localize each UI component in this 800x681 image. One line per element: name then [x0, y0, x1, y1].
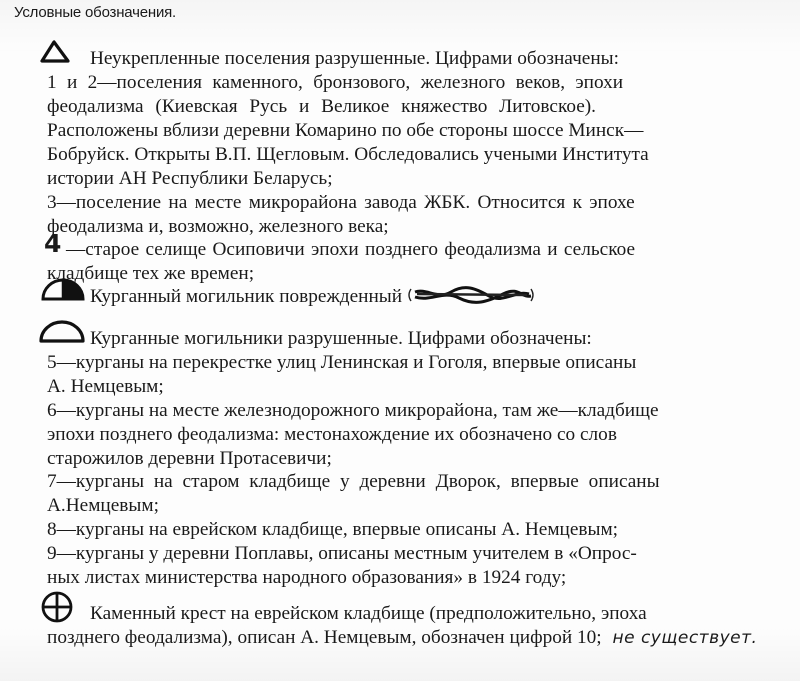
section-3-title: Курганные могильники разрушенные. Цифрами обозначены: [90, 328, 592, 349]
section-4-line-text: позднего феодализма), описан А. Немцевым, обозначен цифрой 10; [47, 627, 602, 648]
section-2-title [90, 285, 537, 309]
section-3-line: ных листах министерства народного образования» в 1924 году; [47, 567, 567, 588]
triangle-symbol-icon [38, 40, 72, 64]
section-1-line: Расположены вблизи деревни Комарино по обе стороны шоссе Минск— [47, 120, 644, 141]
section-1-line: истории АН Республики Беларусь; [47, 168, 333, 189]
section-4-line [47, 626, 757, 650]
section-3-line: 6—курганы на месте железнодорожного микрорайона, там же—кладбище [47, 400, 659, 421]
section-3-line: А. Немцевым; [47, 376, 164, 397]
section-2-title-text: Курганный могильник поврежденный [90, 286, 403, 307]
section-4-title: Каменный крест на еврейском кладбище (предположительно, эпоха [90, 603, 647, 624]
redacted-scribble-icon [407, 286, 537, 304]
document-header: Условные обозначения. [14, 4, 177, 21]
section-1-line: 3—поселение на месте микрорайона завода ЖБК. Относится к эпохе [47, 192, 635, 213]
section-3-line: старожилов деревни Протасевичи; [47, 448, 332, 469]
section-1-line: 1 и 2—поселения каменного, бронзового, железного веков, эпохи [47, 72, 624, 93]
section-3-line: 9—курганы у деревни Поплавы, описаны местным учителем в «Опрос- [47, 543, 637, 564]
section-1-line: Бобруйск. Открыты В.П. Щегловым. Обследовались учеными Института [47, 144, 649, 165]
section-3-line: 5—курганы на перекрестке улиц Ленинская и Гоголя, впервые описаны [47, 352, 637, 373]
section-3-line: А.Немцевым; [47, 495, 159, 516]
handwritten-note: не существует. [612, 628, 758, 648]
section-1-line: кладбище тех же времен; [47, 263, 255, 284]
section-3-line: 8—курганы на еврейском кладбище, впервые описаны А. Немцевым; [47, 519, 619, 540]
mound-outline-icon [38, 318, 86, 344]
section-3-line: эпохи позднего феодализма: местонахождение их обозначено со слов [47, 424, 617, 445]
handwritten-numeral: 4 [44, 229, 62, 258]
half-filled-mound-icon [40, 276, 86, 302]
section-3-line: 7—курганы на старом кладбище у деревни Дворок, впервые описаны [47, 471, 660, 492]
section-1-line: феодализма и, возможно, железного века; [47, 216, 389, 237]
section-1-line: —старое селище Осиповичи эпохи позднего феодализма и сельское [66, 239, 636, 260]
circled-cross-icon [40, 590, 74, 624]
section-1-line: феодализма (Киевская Русь и Великое княжество Литовское). [47, 96, 597, 117]
section-1-title: Неукрепленные поселения разрушенные. Цифрами обозначены: [90, 48, 619, 69]
